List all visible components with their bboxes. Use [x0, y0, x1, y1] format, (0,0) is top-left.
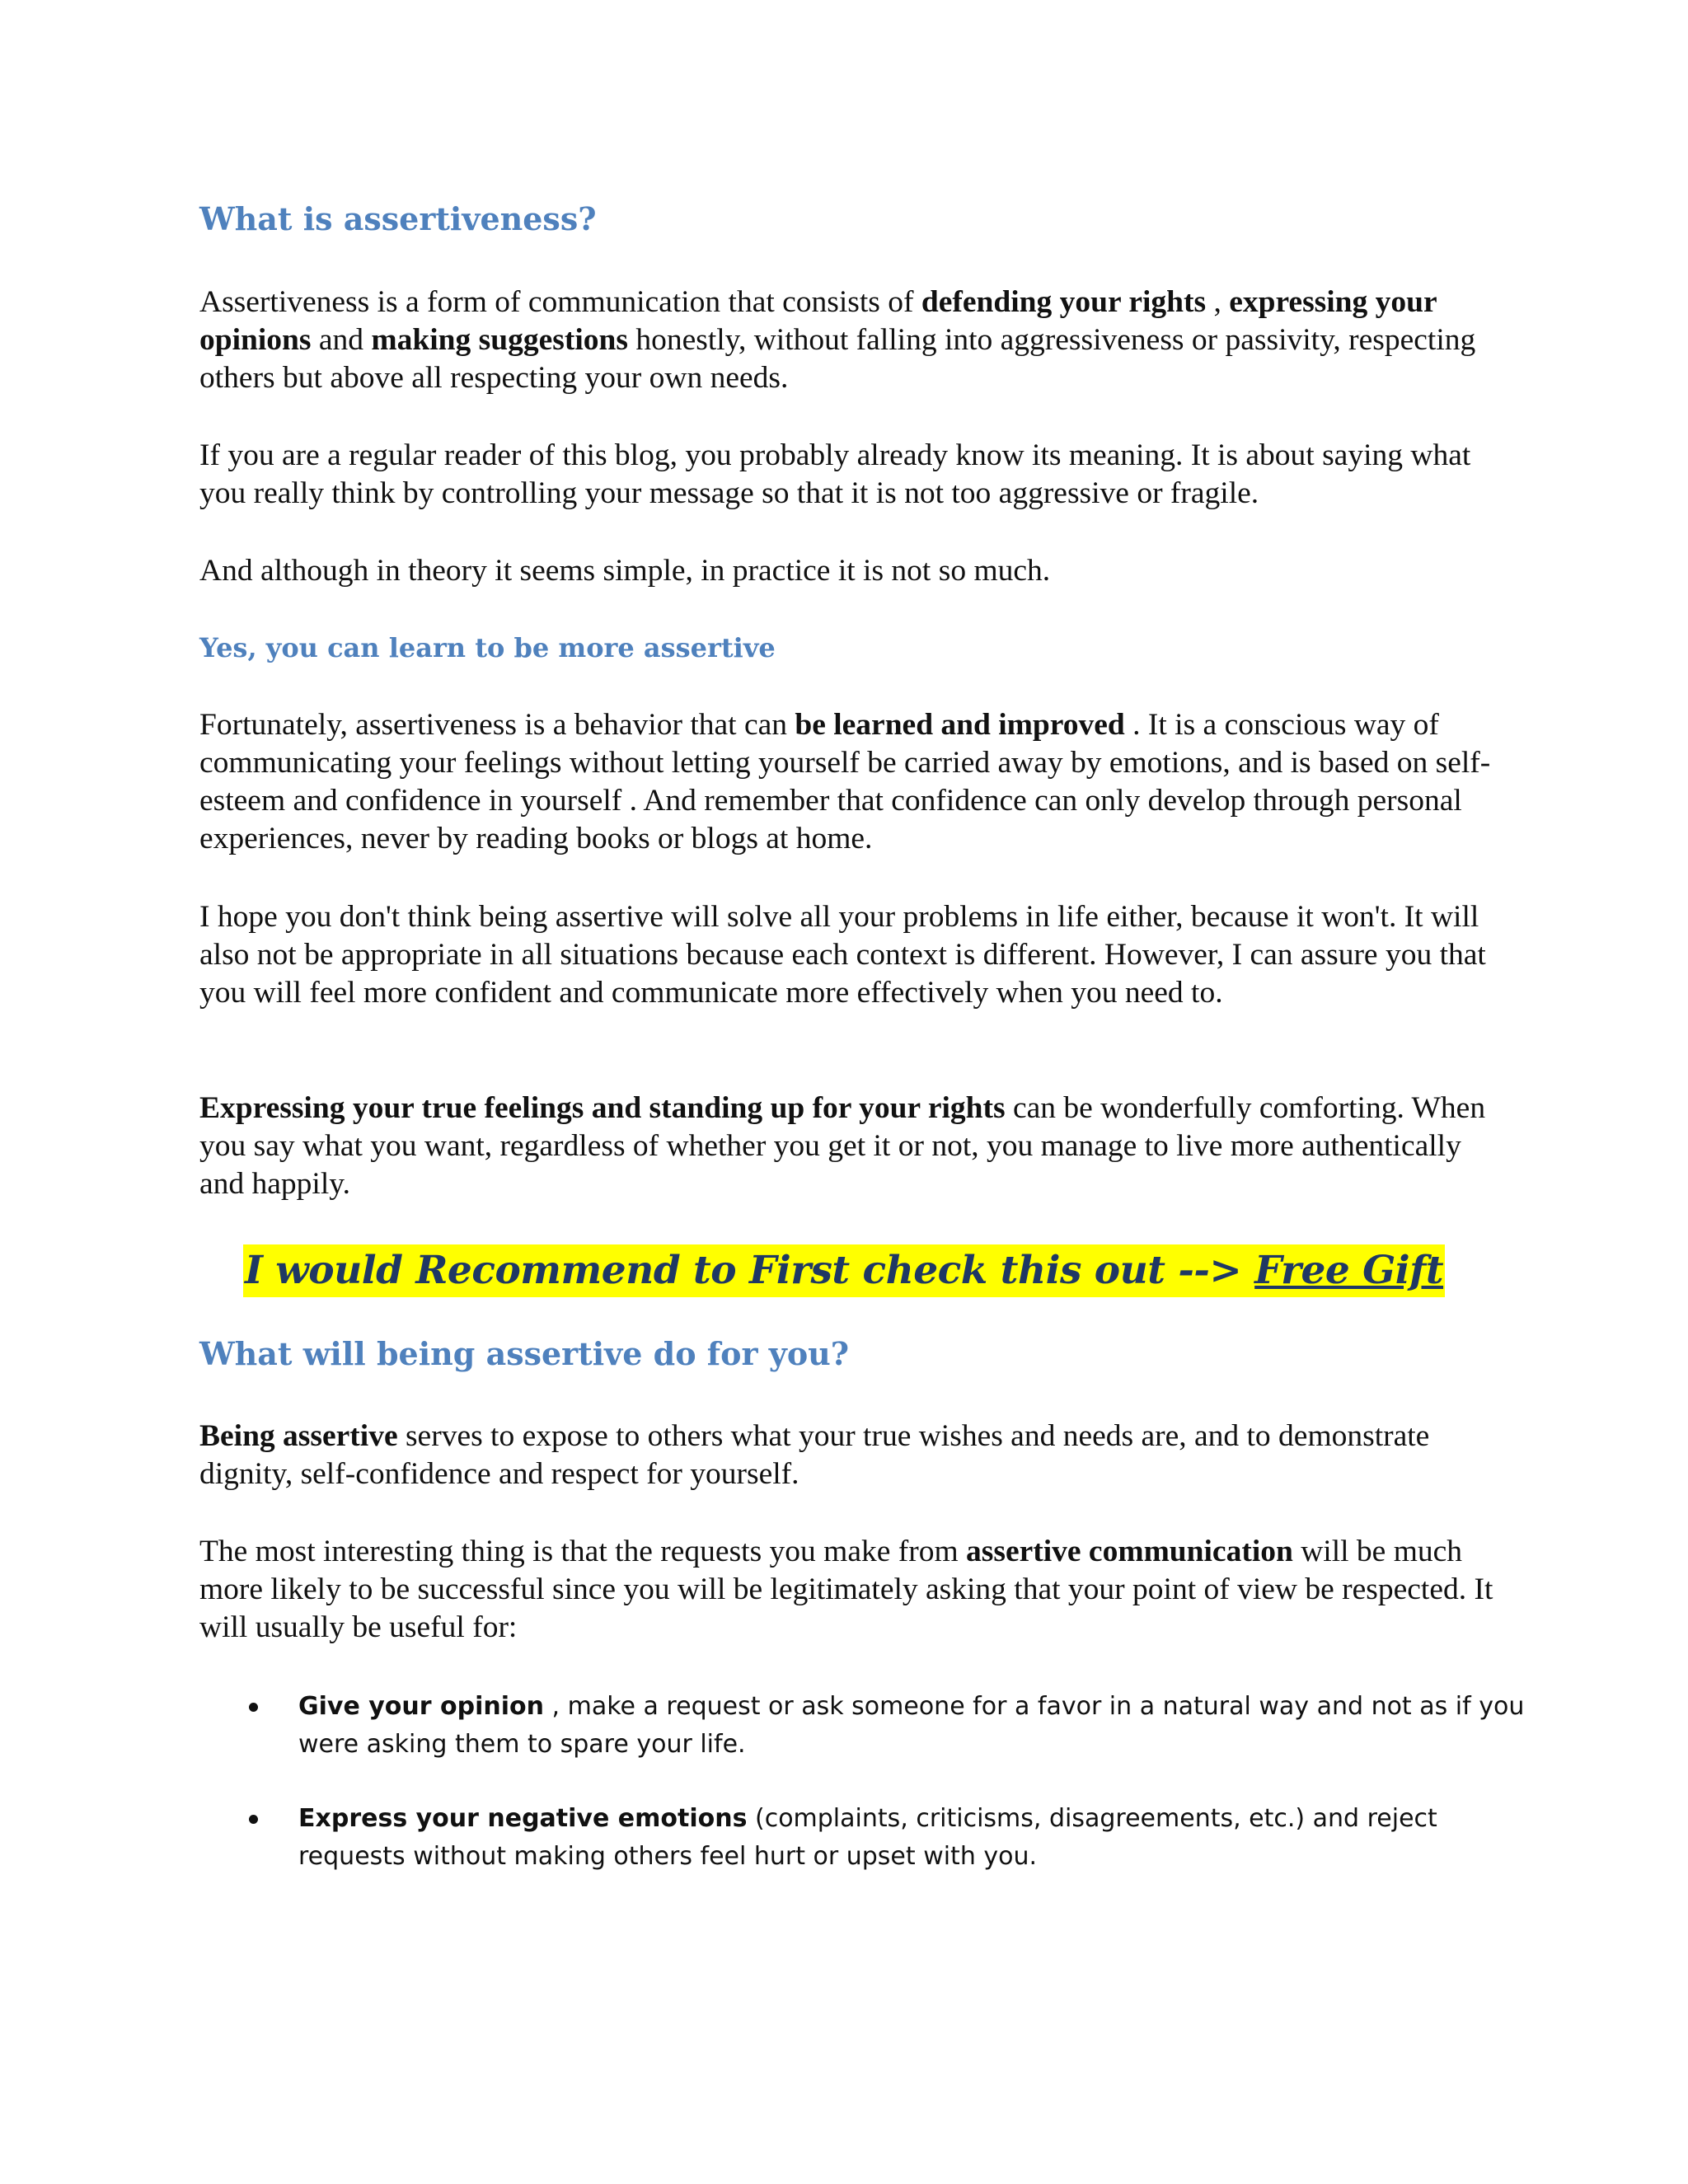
recommendation-banner: [0, 1244, 1688, 1297]
paragraph-regular-reader: If you are a regular reader of this blog, you probably already know its meaning. It is about saying what you really think by controlling your message so that it is not too aggressive or fragile.: [199, 438, 1471, 510]
text-span: . It is a conscious way of communicating your feelings without letting yourself be carried away by emotions, and is based on self-esteem and confidence in yourself . And remember that confidence can only develop through personal experiences, never by reading books or blogs at home.: [199, 708, 1491, 855]
banner-text: I would Recommend to First check this out -->: [244, 1248, 1255, 1293]
bold-being-assertive: Being assertive: [199, 1419, 398, 1453]
section-what-is-assertiveness: [199, 194, 1518, 244]
bold-learned-improved: be learned and improved: [795, 708, 1125, 742]
bold-assertive-communication: assertive communication: [966, 1535, 1293, 1568]
bullet-icon: [249, 1703, 258, 1712]
text-span: will be much more likely to be successful since you will be legitimately asking that your point of view be respected. It will usually be useful for:: [199, 1535, 1493, 1644]
paragraph-expressing-feelings: [199, 1090, 1510, 1203]
bold-express-negative-emotions: Express your negative emotions: [298, 1804, 748, 1833]
text-span: The most interesting thing is that the requests you make from: [199, 1535, 967, 1568]
free-gift-link[interactable]: Free Gift: [1254, 1248, 1444, 1293]
bold-expressing-opinions: expressing your opinions: [199, 285, 1437, 357]
paragraph-definition: [199, 284, 1506, 397]
text-span: Assertiveness is a form of communication that consists of: [199, 285, 921, 319]
text-span: serves to expose to others what your true wishes and needs are, and to demonstrate dignity, self-confidence and respect for yourself.: [199, 1419, 1430, 1491]
heading-learn-assertive: Yes, you can learn to be more assertive: [199, 632, 776, 663]
bold-making-suggestions: making suggestions: [371, 323, 628, 357]
text-span: ,: [1206, 285, 1230, 319]
bold-expressing-true-feelings: Expressing your true feelings and standing up for your rights: [199, 1091, 1006, 1125]
highlighted-recommendation: [243, 1244, 1445, 1297]
heading-what-will-assertive-do: What will being assertive do for you?: [199, 1335, 850, 1372]
benefits-list: [199, 1688, 1535, 1876]
text-span: honestly, without falling into aggressiveness or passivity, respecting others but above all respecting your own needs.: [199, 323, 1476, 395]
paragraph-fortunately: [199, 706, 1502, 858]
text-span: and: [311, 323, 372, 357]
heading-what-is-assertiveness: What is assertiveness?: [199, 200, 597, 237]
paragraph-hope: I hope you don't think being assertive will solve all your problems in life either, because it won't. It will also not be appropriate in all situations because each context is different. However, I can assure you that you will feel more confident and communicate more effectively when you need to.: [199, 900, 1486, 1010]
text-span: (complaints, criticisms, disagreements, etc.) and reject requests without making others feel hurt or upset with you.: [298, 1804, 1437, 1871]
text-span: Fortunately, assertiveness is a behavior that can: [199, 708, 795, 742]
paragraph-most-interesting: [199, 1533, 1502, 1647]
bold-defending-rights: defending your rights: [921, 285, 1207, 319]
paragraph-theory-practice: And although in theory it seems simple, in practice it is not so much.: [199, 554, 1051, 588]
text-span: can be wonderfully comforting. When you say what you want, regardless of whether you get it or not, you manage to live more authentically and happily.: [199, 1091, 1486, 1201]
list-item: [199, 1800, 1535, 1876]
bullet-icon: [249, 1815, 258, 1824]
text-span: , make a request or ask someone for a favor in a natural way and not as if you were asking them to spare your life.: [298, 1692, 1525, 1759]
list-item: [199, 1688, 1535, 1764]
bold-give-opinion: Give your opinion: [298, 1692, 544, 1721]
paragraph-being-assertive: [199, 1418, 1518, 1493]
